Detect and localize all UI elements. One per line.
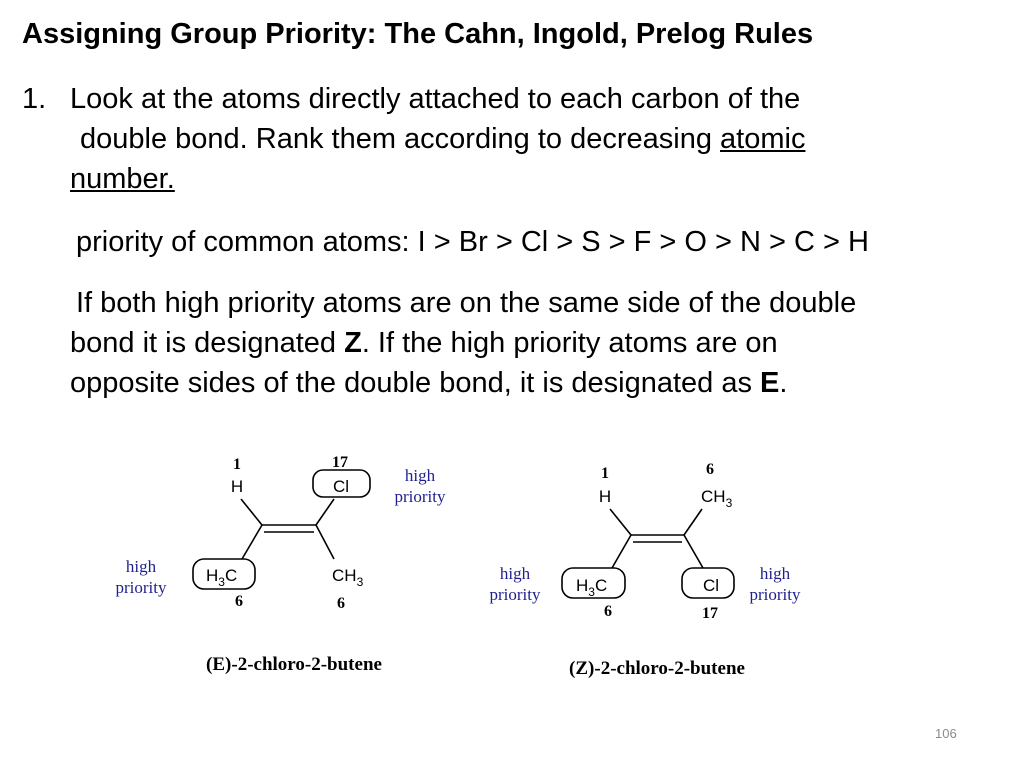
e-cl-atom: Cl <box>332 477 350 496</box>
rule-line-2-text: double bond. Rank them according to decreasing <box>80 123 721 155</box>
z-bond-h3c <box>612 535 631 568</box>
e-compound-name: (E)-2-chloro-2-butene <box>206 654 382 675</box>
z-high-priority-left-1: high <box>499 564 531 583</box>
z-bond-h <box>610 509 631 535</box>
z-high-priority-right-1: high <box>759 564 791 583</box>
molecule-e <box>116 454 446 675</box>
z-h-atomic-number: 1 <box>601 465 609 482</box>
z-high-priority-left-2: priority <box>489 585 541 604</box>
rule-line-1: Look at the atoms directly attached to each carbon of the <box>70 83 801 115</box>
ez-line-2-after: . If the high priority atoms are on <box>361 327 778 359</box>
ez-line-3-before: opposite sides of the double bond, it is designated as <box>70 367 761 399</box>
rule-number: 1. <box>22 83 47 115</box>
e-high-priority-right-2: priority <box>394 487 446 506</box>
ez-line-2-before: bond it is designated <box>70 327 345 359</box>
e-bond-h <box>241 499 262 525</box>
z-bond-cl <box>684 535 703 568</box>
e-bold: E <box>760 367 780 399</box>
z-ch3-atom: $CH_3$ <box>701 487 733 510</box>
z-ch3-atomic-number: 6 <box>706 461 714 478</box>
e-ch3-atomic-number: 6 <box>337 595 345 612</box>
molecule-z <box>490 461 801 679</box>
z-high-priority-right-2: priority <box>749 585 801 604</box>
e-high-priority-left-2: priority <box>115 578 167 597</box>
ez-line-1: If both high priority atoms are on the same side of the double <box>76 287 857 319</box>
e-h-atom: H <box>230 477 244 496</box>
z-h3c-atomic-number: 6 <box>604 603 612 620</box>
e-bond-cl <box>316 499 334 525</box>
e-ch3-atom: $CH_3$ <box>332 566 364 589</box>
z-cl-atom: Cl <box>702 576 720 595</box>
slide-title: Assigning Group Priority: The Cahn, Ingold, Prelog Rules <box>22 18 814 50</box>
e-h3c-atom: $H_3C$ <box>206 566 238 589</box>
priority-line: priority of common atoms: I > Br > Cl > S > F > O > N > C > H <box>76 226 869 258</box>
z-cl-atomic-number: 17 <box>702 605 718 622</box>
e-cl-atomic-number: 17 <box>332 454 348 471</box>
ez-line-3-after: . <box>779 367 788 399</box>
e-bond-h3c <box>242 525 262 559</box>
z-bond-ch3 <box>684 509 702 535</box>
e-h-atomic-number: 1 <box>233 456 241 473</box>
z-compound-name: (Z)-2-chloro-2-butene <box>569 658 745 679</box>
z-h3c-atom: $H_3C$ <box>576 576 608 599</box>
e-bond-ch3 <box>316 525 334 559</box>
atomic-underlined: atomic <box>720 123 806 155</box>
number-underlined: number. <box>70 163 175 195</box>
e-high-priority-left-1: high <box>125 557 157 576</box>
page-number: 106 <box>935 726 957 741</box>
z-h-atom: H <box>598 487 612 506</box>
z-bold: Z <box>344 327 362 359</box>
e-h3c-atomic-number: 6 <box>235 593 243 610</box>
e-high-priority-right-1: high <box>404 466 436 485</box>
